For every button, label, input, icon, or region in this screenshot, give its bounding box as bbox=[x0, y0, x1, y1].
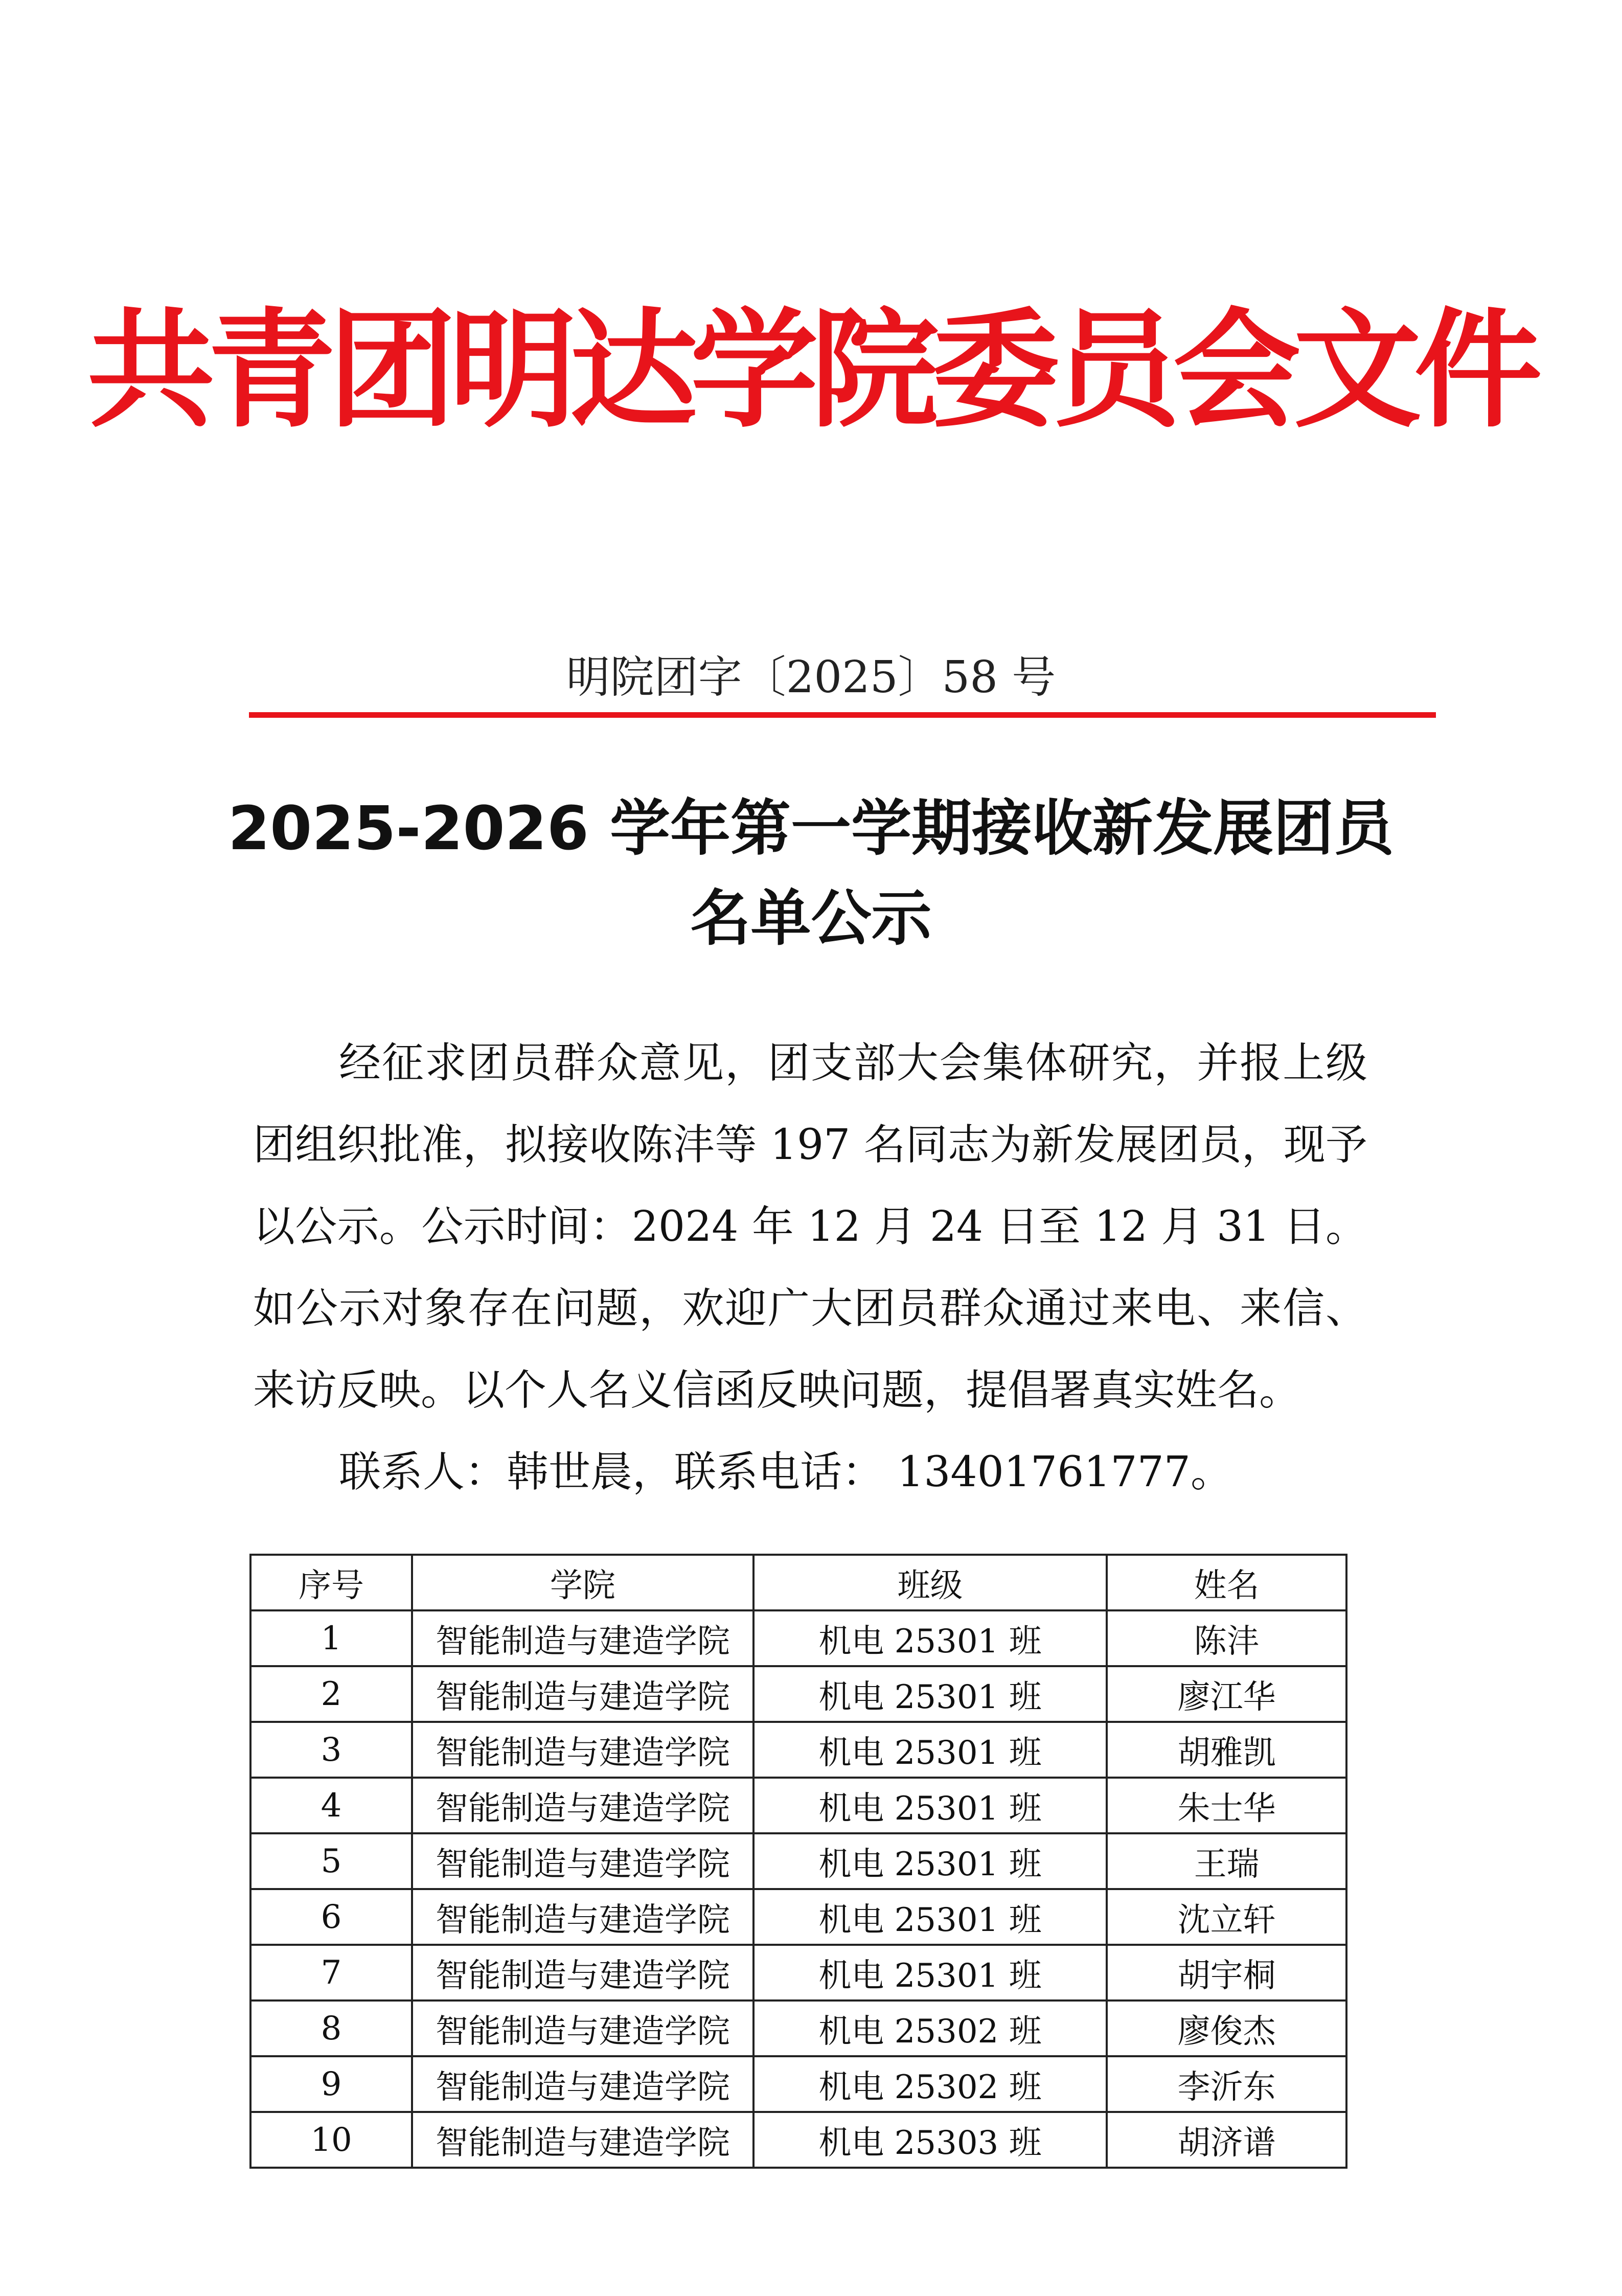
announcement-title-line1: 2025-2026 学年第一学期接收新发展团员 bbox=[228, 793, 1394, 863]
table-row bbox=[250, 2112, 1346, 2168]
cell-class: 机电 25303 班 bbox=[753, 2112, 1107, 2168]
cell-class: 机电 25301 班 bbox=[753, 1778, 1107, 1833]
cell-college: 智能制造与建造学院 bbox=[412, 1666, 753, 1722]
cell-name: 王瑞 bbox=[1107, 1833, 1346, 1889]
announcement-paragraph: 经征求团员群众意见，团支部大会集体研究，并报上级团组织批准，拟接收陈沣等 197 名同志为新发展团员，现予以公示。公示时间：2024 年 12 月 24 日至 12 月 31 日。如公示对象存在问题，欢迎广大团员群众通过来电、来信、来访反映。以个人名义信函反映问题，提倡署真实姓名。 bbox=[253, 1039, 1367, 1415]
table-row bbox=[250, 1945, 1346, 2001]
red-divider-line bbox=[249, 712, 1436, 718]
cell-name: 胡宇桐 bbox=[1107, 1945, 1346, 2001]
cell-college: 智能制造与建造学院 bbox=[412, 1610, 753, 1666]
cell-name: 沈立轩 bbox=[1107, 1889, 1346, 1945]
cell-college: 智能制造与建造学院 bbox=[412, 1778, 753, 1833]
cell-college: 智能制造与建造学院 bbox=[412, 1722, 753, 1778]
cell-name: 廖俊杰 bbox=[1107, 2001, 1346, 2056]
table-row bbox=[250, 1722, 1346, 1778]
cell-name: 陈沣 bbox=[1107, 1610, 1346, 1666]
cell-class: 机电 25301 班 bbox=[753, 1833, 1107, 1889]
header-serial: 序号 bbox=[250, 1555, 412, 1610]
cell-name: 朱士华 bbox=[1107, 1778, 1346, 1833]
cell-serial: 1 bbox=[250, 1610, 412, 1666]
table-row bbox=[250, 1833, 1346, 1889]
cell-college: 智能制造与建造学院 bbox=[412, 2112, 753, 2168]
table-row bbox=[250, 1666, 1346, 1722]
cell-name: 胡雅凯 bbox=[1107, 1722, 1346, 1778]
cell-class: 机电 25301 班 bbox=[753, 1610, 1107, 1666]
cell-class: 机电 25302 班 bbox=[753, 2001, 1107, 2056]
cell-serial: 10 bbox=[250, 2112, 412, 2168]
header-name: 姓名 bbox=[1107, 1555, 1346, 1610]
cell-serial: 8 bbox=[250, 2001, 412, 2056]
cell-name: 廖江华 bbox=[1107, 1666, 1346, 1722]
cell-college: 智能制造与建造学院 bbox=[412, 1889, 753, 1945]
member-roster-table bbox=[249, 1554, 1347, 2169]
cell-class: 机电 25302 班 bbox=[753, 2056, 1107, 2112]
cell-serial: 2 bbox=[250, 1666, 412, 1722]
cell-college: 智能制造与建造学院 bbox=[412, 1945, 753, 2001]
announcement-title-line2: 名单公示 bbox=[690, 883, 932, 953]
cell-class: 机电 25301 班 bbox=[753, 1889, 1107, 1945]
cell-serial: 5 bbox=[250, 1833, 412, 1889]
table-row bbox=[250, 1889, 1346, 1945]
table-header-row bbox=[250, 1555, 1346, 1610]
cell-serial: 7 bbox=[250, 1945, 412, 2001]
document-header-title: 共青团明达学院委员会文件 bbox=[87, 296, 1535, 445]
header-college: 学院 bbox=[412, 1555, 753, 1610]
cell-serial: 6 bbox=[250, 1889, 412, 1945]
contact-paragraph: 联系人：韩世晨，联系电话： 13401761777。 bbox=[339, 1448, 1232, 1496]
cell-serial: 3 bbox=[250, 1722, 412, 1778]
cell-name: 李沂东 bbox=[1107, 2056, 1346, 2112]
header-class: 班级 bbox=[753, 1555, 1107, 1610]
document-number: 明院团字〔2025〕58 号 bbox=[566, 652, 1056, 703]
cell-college: 智能制造与建造学院 bbox=[412, 1833, 753, 1889]
table-row bbox=[250, 2056, 1346, 2112]
cell-college: 智能制造与建造学院 bbox=[412, 2056, 753, 2112]
announcement-body bbox=[253, 1022, 1367, 1513]
cell-college: 智能制造与建造学院 bbox=[412, 2001, 753, 2056]
table-row bbox=[250, 2001, 1346, 2056]
announcement-title bbox=[0, 783, 1622, 963]
cell-class: 机电 25301 班 bbox=[753, 1945, 1107, 2001]
cell-serial: 9 bbox=[250, 2056, 412, 2112]
cell-class: 机电 25301 班 bbox=[753, 1722, 1107, 1778]
table-row bbox=[250, 1778, 1346, 1833]
cell-serial: 4 bbox=[250, 1778, 412, 1833]
cell-name: 胡济谱 bbox=[1107, 2112, 1346, 2168]
table-row bbox=[250, 1610, 1346, 1666]
cell-class: 机电 25301 班 bbox=[753, 1666, 1107, 1722]
